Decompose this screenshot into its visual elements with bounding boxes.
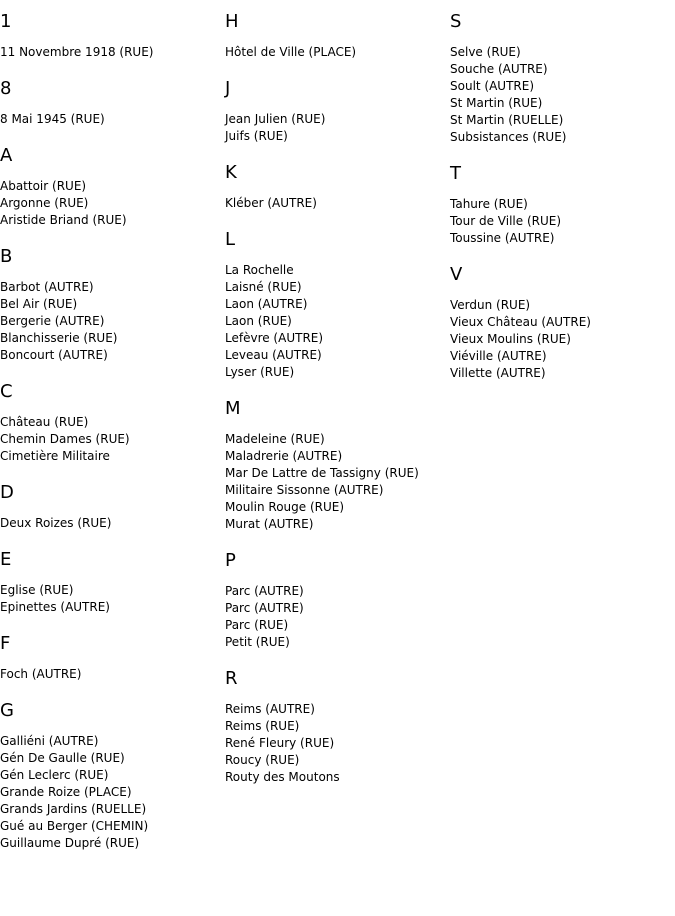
street-entry: Aristide Briand (RUE) bbox=[0, 213, 127, 227]
letter-section bbox=[225, 10, 445, 61]
street-entry: Bergerie (AUTRE) bbox=[0, 314, 105, 328]
street-list bbox=[0, 44, 220, 61]
street-list bbox=[0, 733, 220, 852]
letter-heading: 8 bbox=[0, 78, 12, 99]
letter-heading: E bbox=[0, 549, 12, 570]
letter-section bbox=[225, 161, 445, 212]
street-entry: Guillaume Dupré (RUE) bbox=[0, 836, 140, 850]
street-entry: Reims (RUE) bbox=[225, 719, 300, 733]
street-entry: Abattoir (RUE) bbox=[0, 179, 87, 193]
letter-section bbox=[225, 397, 445, 533]
letter-heading: R bbox=[225, 668, 238, 689]
letter-section bbox=[0, 699, 220, 852]
street-entry: Selve (RUE) bbox=[450, 45, 521, 59]
letter-heading: F bbox=[0, 633, 11, 654]
street-list bbox=[0, 178, 220, 229]
street-entry: Verdun (RUE) bbox=[450, 298, 531, 312]
letter-section bbox=[450, 162, 670, 247]
street-entry: Epinettes (AUTRE) bbox=[0, 600, 110, 614]
street-entry: Parc (RUE) bbox=[225, 618, 289, 632]
street-entry: Subsistances (RUE) bbox=[450, 130, 567, 144]
street-list bbox=[0, 111, 220, 128]
letter-section bbox=[0, 481, 220, 532]
street-entry: 11 Novembre 1918 (RUE) bbox=[0, 45, 154, 59]
street-entry: Foch (AUTRE) bbox=[0, 667, 82, 681]
street-entry: Reims (AUTRE) bbox=[225, 702, 315, 716]
street-entry: Hôtel de Ville (PLACE) bbox=[225, 45, 357, 59]
street-list bbox=[0, 582, 220, 616]
letter-section bbox=[0, 245, 220, 364]
street-entry: Bel Air (RUE) bbox=[0, 297, 78, 311]
letter-heading: P bbox=[225, 550, 236, 571]
street-entry: Petit (RUE) bbox=[225, 635, 290, 649]
street-entry: Château (RUE) bbox=[0, 415, 89, 429]
street-list bbox=[0, 414, 220, 465]
street-entry: Viéville (AUTRE) bbox=[450, 349, 547, 363]
street-list bbox=[225, 111, 445, 145]
street-entry: Grands Jardins (RUELLE) bbox=[0, 802, 147, 816]
letter-section bbox=[225, 228, 445, 381]
street-entry: Maladrerie (AUTRE) bbox=[225, 449, 343, 463]
street-entry: Souche (AUTRE) bbox=[450, 62, 548, 76]
street-entry: Argonne (RUE) bbox=[0, 196, 89, 210]
street-entry: Murat (AUTRE) bbox=[225, 517, 314, 531]
street-entry: Kléber (AUTRE) bbox=[225, 196, 317, 210]
letter-heading: M bbox=[225, 398, 241, 419]
street-entry: Militaire Sissonne (AUTRE) bbox=[225, 483, 384, 497]
street-entry: Routy des Moutons bbox=[225, 770, 340, 784]
street-list bbox=[225, 195, 445, 212]
street-entry: Eglise (RUE) bbox=[0, 583, 74, 597]
street-list bbox=[450, 196, 670, 247]
street-entry: Barbot (AUTRE) bbox=[0, 280, 94, 294]
street-list bbox=[0, 279, 220, 364]
street-entry: Villette (AUTRE) bbox=[450, 366, 546, 380]
street-entry: Lyser (RUE) bbox=[225, 365, 295, 379]
letter-heading: D bbox=[0, 482, 14, 503]
letter-heading: C bbox=[0, 381, 13, 402]
street-entry: René Fleury (RUE) bbox=[225, 736, 335, 750]
street-entry: Galliéni (AUTRE) bbox=[0, 734, 99, 748]
letter-heading: T bbox=[450, 163, 461, 184]
street-entry: Gué au Berger (CHEMIN) bbox=[0, 819, 149, 833]
street-entry: Blanchisserie (RUE) bbox=[0, 331, 118, 345]
letter-heading: J bbox=[225, 78, 231, 99]
street-entry: Gén De Gaulle (RUE) bbox=[0, 751, 125, 765]
letter-heading: H bbox=[225, 11, 239, 32]
letter-heading: S bbox=[450, 11, 462, 32]
street-list bbox=[225, 701, 445, 786]
letter-heading: L bbox=[225, 229, 236, 250]
street-list bbox=[0, 515, 220, 532]
letter-section bbox=[0, 10, 220, 61]
letter-section bbox=[0, 77, 220, 128]
street-list bbox=[225, 262, 445, 381]
street-entry: Toussine (AUTRE) bbox=[450, 231, 555, 245]
street-entry: Mar De Lattre de Tassigny (RUE) bbox=[225, 466, 419, 480]
index-column bbox=[0, 10, 220, 868]
street-entry: Moulin Rouge (RUE) bbox=[225, 500, 345, 514]
street-entry: Vieux Moulins (RUE) bbox=[450, 332, 571, 346]
letter-section bbox=[450, 263, 670, 382]
street-list bbox=[0, 666, 220, 683]
street-entry: Roucy (RUE) bbox=[225, 753, 300, 767]
street-list bbox=[225, 583, 445, 651]
letter-heading: G bbox=[0, 700, 14, 721]
street-entry: Chemin Dames (RUE) bbox=[0, 432, 130, 446]
street-entry: Madeleine (RUE) bbox=[225, 432, 325, 446]
index-column bbox=[450, 10, 670, 398]
street-entry: Vieux Château (AUTRE) bbox=[450, 315, 591, 329]
street-entry: Juifs (RUE) bbox=[225, 129, 288, 143]
street-entry: Cimetière Militaire bbox=[0, 449, 110, 463]
letter-section bbox=[0, 632, 220, 683]
street-list bbox=[225, 431, 445, 533]
street-entry: Laon (AUTRE) bbox=[225, 297, 308, 311]
street-entry: Deux Roizes (RUE) bbox=[0, 516, 112, 530]
letter-heading: B bbox=[0, 246, 13, 267]
letter-section bbox=[225, 549, 445, 651]
street-list bbox=[450, 44, 670, 146]
street-entry: Parc (AUTRE) bbox=[225, 584, 304, 598]
letter-heading: 1 bbox=[0, 11, 12, 32]
letter-section bbox=[0, 548, 220, 616]
street-entry: St Martin (RUELLE) bbox=[450, 113, 564, 127]
letter-heading: A bbox=[0, 145, 13, 166]
street-entry: Grande Roize (PLACE) bbox=[0, 785, 132, 799]
letter-section bbox=[225, 667, 445, 786]
street-entry: Laisné (RUE) bbox=[225, 280, 302, 294]
street-entry: Boncourt (AUTRE) bbox=[0, 348, 108, 362]
letter-section bbox=[225, 77, 445, 145]
letter-heading: K bbox=[225, 162, 237, 183]
letter-section bbox=[0, 380, 220, 465]
street-entry: 8 Mai 1945 (RUE) bbox=[0, 112, 105, 126]
street-entry: Parc (AUTRE) bbox=[225, 601, 304, 615]
index-column bbox=[225, 10, 445, 802]
street-entry: Lefèvre (AUTRE) bbox=[225, 331, 324, 345]
street-entry: Leveau (AUTRE) bbox=[225, 348, 322, 362]
street-entry: Tour de Ville (RUE) bbox=[450, 214, 562, 228]
street-entry: Jean Julien (RUE) bbox=[225, 112, 326, 126]
letter-section bbox=[0, 144, 220, 229]
letter-section bbox=[450, 10, 670, 146]
letter-heading: V bbox=[450, 264, 463, 285]
street-entry: La Rochelle bbox=[225, 263, 294, 277]
street-entry: Gén Leclerc (RUE) bbox=[0, 768, 109, 782]
street-list bbox=[450, 297, 670, 382]
street-entry: St Martin (RUE) bbox=[450, 96, 543, 110]
street-list bbox=[225, 44, 445, 61]
street-entry: Laon (RUE) bbox=[225, 314, 292, 328]
street-entry: Soult (AUTRE) bbox=[450, 79, 535, 93]
street-entry: Tahure (RUE) bbox=[450, 197, 528, 211]
